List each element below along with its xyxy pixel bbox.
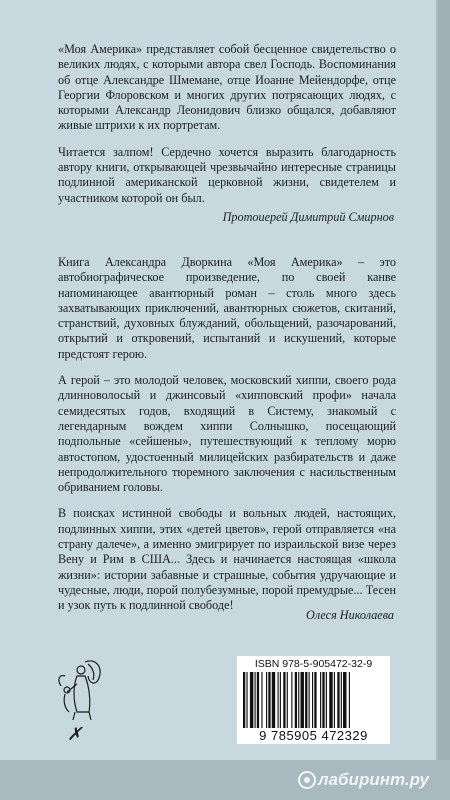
barcode-bar [314,672,316,728]
quote-2-signature: Олеся Николаева [306,608,394,622]
barcode-bar [334,672,335,728]
barcode-bar [298,672,299,728]
barcode-bar [309,672,310,728]
barcode-bars [243,672,384,728]
barcode-bar [326,672,327,728]
barcode-bar [322,672,324,728]
barcode-bar [250,672,253,728]
barcode-bar [301,672,304,728]
quote-1-paragraph-2: Читается залпом! Сердечно хочется выразить благодарность автору книги, открывающей чрезвычайно интересные страницы подлинной американской церковной жизни, свидетелем и участником которой он был. [58,144,396,205]
barcode-bar [266,672,267,728]
barcode-bar [246,672,247,728]
barcode-bar [312,672,313,728]
quote-1-paragraph-1: «Моя Америка» представляет собой бесценное свидетельство о великих людях, с которыми автора свел Господь. Воспоминания об отце Александре Шмемане, отце Иоанне Мейендорфе, отце Георгии Флоровском и многих других потрясающих людях, с которыми Александр Леонидович близко общался, добавляют живые штрихи к их портретам. [58,42,396,133]
quote-2-paragraph-1: Книга Александра Дворкина «Моя Америка» – это автобиографическое произведение, по своей канве напоминающее авантюрный роман – столь много здесь захватывающих приключений, авантюрных сюжетов, скитаний, странствий, духовных блужданий, обольщений, разочарований, открытий и откровений, испытаний и искушений, которые предстоят герою. [58,255,396,361]
barcode-bar [255,672,256,728]
quote-2-paragraph-2: А герой – это молодой человек, московский хиппи, своего рода длинноволосый и джинсовый «хипповский профи» начала семидесятых годов, входящий в Систему, знакомый с легендарным вождем хиппи Солнышко, посещающий подпольные «сейшены», путешествующий к теплому морю автостопом, удостоенный милицейских разбирательств и даже непродолжительного тюремного заключения с насильственным обриванием головы. [58,373,396,495]
quote-1-signature: Протоиерей Димитрий Смирнов [222,210,394,224]
barcode-bar [337,672,339,728]
watermark-text: лабиринт.ру [318,770,429,789]
svg-text:✗: ✗ [67,724,83,744]
isbn-number: ISBN 978-5-905472-32-9 [254,658,373,670]
publisher-angel-logo [55,656,107,746]
barcode-bar [268,672,270,728]
barcode-digits: 9 785905 472329 [259,728,368,743]
barcode-bar [343,672,346,728]
barcode-bar [278,672,279,728]
barcode-bar [243,672,245,728]
barcode-bar [295,672,297,728]
barcode-label [237,656,390,744]
quote-2-text [58,255,396,614]
barcode-bar [272,672,275,728]
quote-1-text [58,42,396,206]
barcode-bar [291,672,292,728]
barcode-bar [320,672,321,728]
cover-edge [438,0,450,800]
barcode-bar [329,672,332,728]
quote-2-paragraph-3: В поисках истинной свободы и вольных людей, настоящих, подлинных хиппи, этих «детей цветов», герой отправляется «на страну далече», а именно эмигрирует по израильской визе через Вену и Рим в США... Здесь и начинается настоящая «школа жизни»: истории забавные и страшные, события удручающие и чудесные, люди, порой полубезумные, порой премудрые... Тесен и узок путь к подлинной свободе! [58,506,396,613]
barcode-bar [280,672,281,728]
barcode-bar [349,672,350,728]
barcode-bar [261,672,262,728]
barcode-bar [257,672,259,728]
barcode-bar [283,672,285,728]
barcode-bar [287,672,288,728]
barcode-bar [341,672,342,728]
barcode-bar [305,672,307,728]
labirint-logo-icon [297,769,317,791]
